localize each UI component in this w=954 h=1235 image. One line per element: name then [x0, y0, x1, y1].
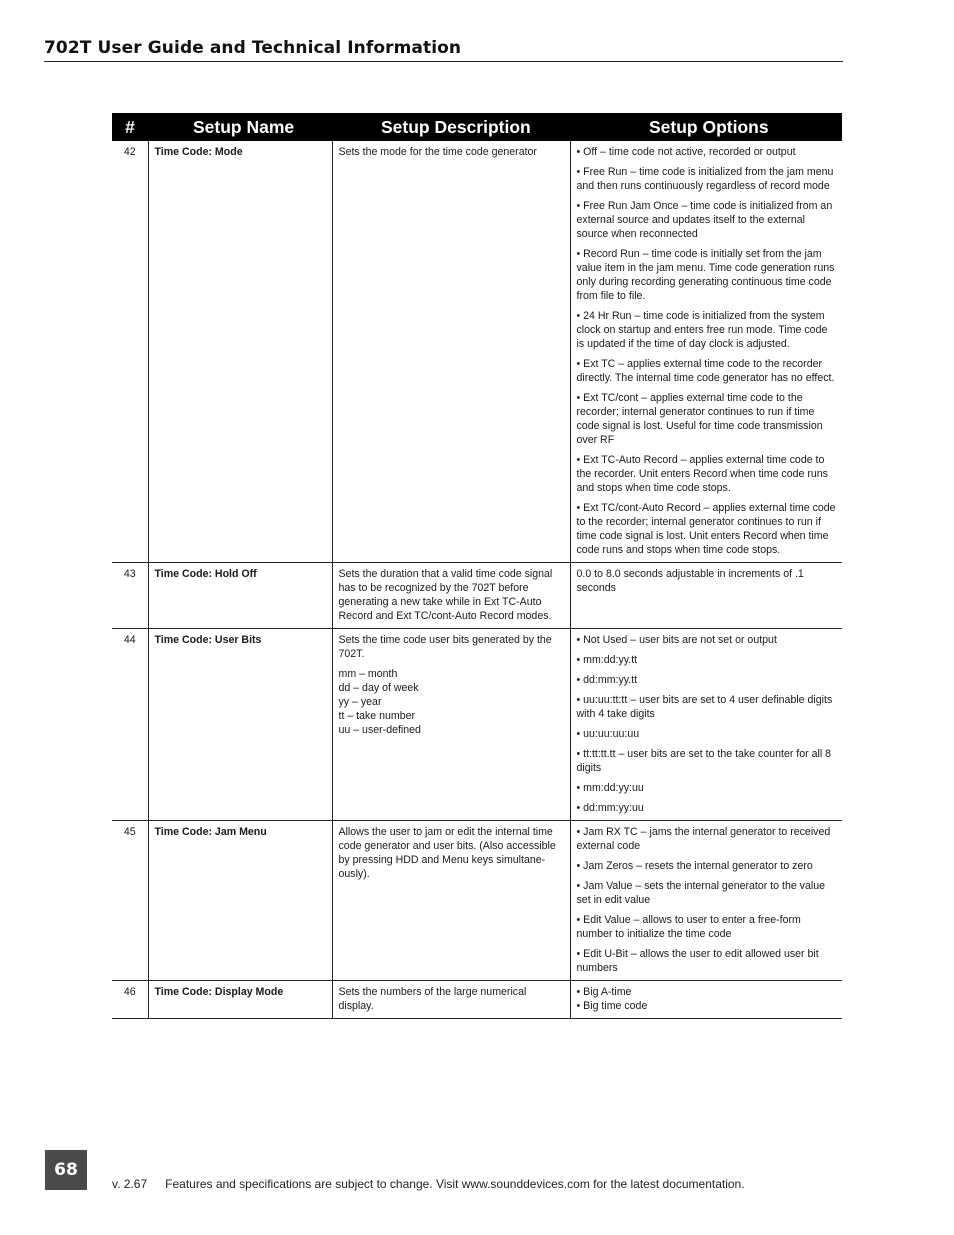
option-item: • Record Run – time code is initially set from the jam value item in the jam menu. Time code generation runs only during recording generating continuous time code from file to file. — [576, 248, 835, 302]
description-text: yy – year — [338, 696, 382, 708]
description-text: Sets the mode for the time code generator — [338, 146, 537, 158]
option-item: • dd:mm:yy:uu — [576, 802, 644, 814]
description-text: Sets the time code user bits generated by the 702T. — [338, 634, 552, 660]
option-item: • Jam Value – sets the internal generator to the value set in edit value — [576, 880, 825, 906]
setup-name: Time Code: Jam Menu — [148, 821, 332, 981]
setup-description — [332, 629, 570, 821]
table-header-row — [112, 113, 842, 141]
page-number-badge: 68 — [45, 1150, 87, 1190]
option-item: • Jam RX TC – jams the internal generator to received external code — [576, 826, 831, 852]
option-item: • Big A-time — [576, 986, 632, 998]
setup-table — [112, 113, 842, 1019]
option-item: • Edit U-Bit – allows the user to edit allowed user bit numbers — [576, 948, 819, 974]
option-item: • Edit Value – allows to user to enter a free-form number to initialize the time code — [576, 914, 801, 940]
option-item: • mm:dd:yy:uu — [576, 782, 644, 794]
setup-number: 46 — [112, 981, 148, 1019]
setup-number: 44 — [112, 629, 148, 821]
description-text: Allows the user to jam or edit the internal time code generator and user bits. (Also accessible by pressing HDD and Menu keys simultane-ously). — [338, 826, 556, 880]
setup-options — [570, 141, 842, 563]
option-item: • uu:uu:uu:uu — [576, 728, 640, 740]
option-item: • dd:mm:yy.tt — [576, 674, 638, 686]
option-item: • Ext TC/cont – applies external time code to the recorder; internal generator continues to run if time code signal is lost. Useful for time code transmission over RF — [576, 392, 823, 446]
version-label: v. 2.67 — [112, 1177, 148, 1191]
description-text: dd – day of week — [338, 682, 419, 694]
description-text: Sets the duration that a valid time code signal has to be recognized by the 702T before generating a new take while in Ext TC-Auto Record and Ext TC/cont-Auto Record modes. — [338, 568, 553, 622]
setup-options — [570, 821, 842, 981]
option-item: • Ext TC – applies external time code to the recorder directly. The internal time code generator has no effect. — [576, 358, 835, 384]
setup-name: Time Code: User Bits — [148, 629, 332, 821]
setup-description — [332, 821, 570, 981]
setup-name: Time Code: Mode — [148, 141, 332, 563]
setup-options — [570, 563, 842, 629]
option-item: • Off – time code not active, recorded or output — [576, 146, 796, 158]
option-item: • Jam Zeros – resets the internal generator to zero — [576, 860, 813, 872]
setup-options — [570, 981, 842, 1019]
option-item: • Free Run – time code is initialized from the jam menu and then runs continuously regardless of record mode — [576, 166, 834, 192]
column-header-num: # — [112, 113, 148, 141]
setup-description — [332, 141, 570, 563]
setup-options — [570, 629, 842, 821]
column-header-name: Setup Name — [148, 113, 332, 141]
option-item: 0.0 to 8.0 seconds adjustable in increments of .1 seconds — [576, 568, 804, 594]
option-item: • Free Run Jam Once – time code is initialized from an external source and updates itself to the external source when reconnected — [576, 200, 833, 240]
option-item: • 24 Hr Run – time code is initialized from the system clock on startup and enters free run mode. Time code is updated if the time of day clock is adjusted. — [576, 310, 828, 350]
description-text: Sets the numbers of the large numerical display. — [338, 986, 527, 1012]
setup-name: Time Code: Display Mode — [148, 981, 332, 1019]
description-text: mm – month — [338, 668, 398, 680]
table-row — [112, 141, 842, 563]
option-item: • tt:tt:tt.tt – user bits are set to the take counter for all 8 digits — [576, 748, 832, 774]
table-row — [112, 629, 842, 821]
option-item: • Not Used – user bits are not set or output — [576, 634, 777, 646]
option-item: • Big time code — [576, 1000, 648, 1012]
table-row — [112, 981, 842, 1019]
description-text: uu – user-defined — [338, 724, 421, 736]
option-item: • uu:uu:tt:tt – user bits are set to 4 user definable digits with 4 take digits — [576, 694, 833, 720]
option-item: • Ext TC-Auto Record – applies external time code to the recorder. Unit enters Record when time code runs and stops when time code stops. — [576, 454, 828, 494]
table-row — [112, 563, 842, 629]
page-footer — [112, 1177, 745, 1191]
page-title: 702T User Guide and Technical Information — [44, 38, 462, 58]
setup-number: 45 — [112, 821, 148, 981]
setup-description — [332, 981, 570, 1019]
column-header-options: Setup Options — [570, 113, 842, 141]
option-item: • mm:dd:yy.tt — [576, 654, 638, 666]
column-header-description: Setup Description — [332, 113, 570, 141]
setup-number: 42 — [112, 141, 148, 563]
setup-description — [332, 563, 570, 629]
footer-notice: Features and specifications are subject to change. Visit www.sounddevices.com for the latest documentation. — [165, 1177, 745, 1191]
setup-number: 43 — [112, 563, 148, 629]
description-text: tt – take number — [338, 710, 416, 722]
option-item: • Ext TC/cont-Auto Record – applies external time code to the recorder; internal generator continues to run if time code signal is lost. Unit enters Record when time code runs and stops when time code stops. — [576, 502, 836, 556]
setup-name: Time Code: Hold Off — [148, 563, 332, 629]
table-row — [112, 821, 842, 981]
page-header — [44, 38, 843, 62]
